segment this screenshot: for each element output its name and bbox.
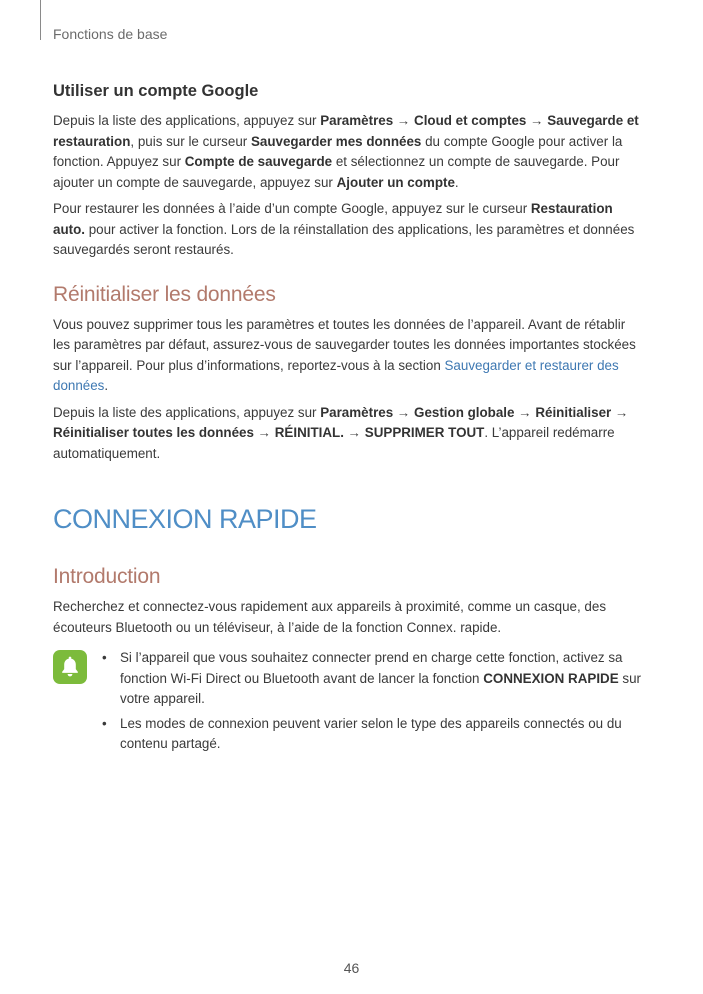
note-item-1: • Si l’appareil que vous souhaitez connecter prend en charge cette fonction, activez sa fonction Wi-Fi Direct ou Bluetooth avant de lancer la fonction CONNEXION RAPIDE sur votre appareil. xyxy=(102,650,641,706)
google-paragraph-2: Pour restaurer les données à l’aide d’un compte Google, appuyez sur le curseur Restauration auto. pour activer la fonction. Lors de la réinstallation des applications, les paramètres et données sauvegardés seront restaurés. xyxy=(53,201,635,257)
header-rule xyxy=(40,0,41,40)
chapter-title: CONNEXION RAPIDE xyxy=(53,504,317,534)
google-paragraph-1: Depuis la liste des applications, appuyez sur Paramètres → Cloud et comptes → Sauvegarde et restauration, puis sur le curseur Sauvegarder mes données du compte Google pour activer la fonction. Appuyez sur Compte de sauvegarde et sélectionnez un compte de sauvegarde. Pour ajouter un compte de sauvegarde, appuyez sur Ajouter un compte. xyxy=(53,113,639,190)
google-account-heading: Utiliser un compte Google xyxy=(53,82,259,100)
running-header: Fonctions de base xyxy=(53,26,168,42)
intro-paragraph: Recherchez et connectez-vous rapidement aux appareils à proximité, comme un casque, des écouteurs Bluetooth ou un téléviseur, à l’aide de la fonction Connex. rapide. xyxy=(53,599,607,635)
bullet-dot: • xyxy=(102,650,107,665)
note-list xyxy=(53,648,645,755)
note-block xyxy=(53,648,645,755)
note-item-2: • Les modes de connexion peuvent varier selon le type des appareils connectés ou du contenu partagé. xyxy=(102,715,622,751)
reset-paragraph-1: Vous pouvez supprimer tous les paramètres et toutes les données de l’appareil. Avant de rétablir les paramètres par défaut, assurez-vous de sauvegarder toutes les données importantes stockées sur l’appareil. Pour plus d’informations, reportez-vous à la section Sauvegarder et restaurer des données. xyxy=(53,316,636,393)
backup-restore-link[interactable]: Sauvegarder et restaurer des données xyxy=(53,357,619,393)
bullet-dot: • xyxy=(102,715,107,731)
reset-paragraph-2: Depuis la liste des applications, appuyez sur Paramètres → Gestion globale → Réinitialiser → Réinitialiser toutes les données → RÉINITIAL. → SUPPRIMER TOUT. L’appareil redémarre automatiquement. xyxy=(53,404,629,461)
intro-heading: Introduction xyxy=(53,565,161,588)
page-number: 46 xyxy=(343,960,360,976)
reset-heading: Réinitialiser les données xyxy=(53,282,276,306)
page-content xyxy=(53,82,645,759)
bell-icon xyxy=(53,650,87,684)
